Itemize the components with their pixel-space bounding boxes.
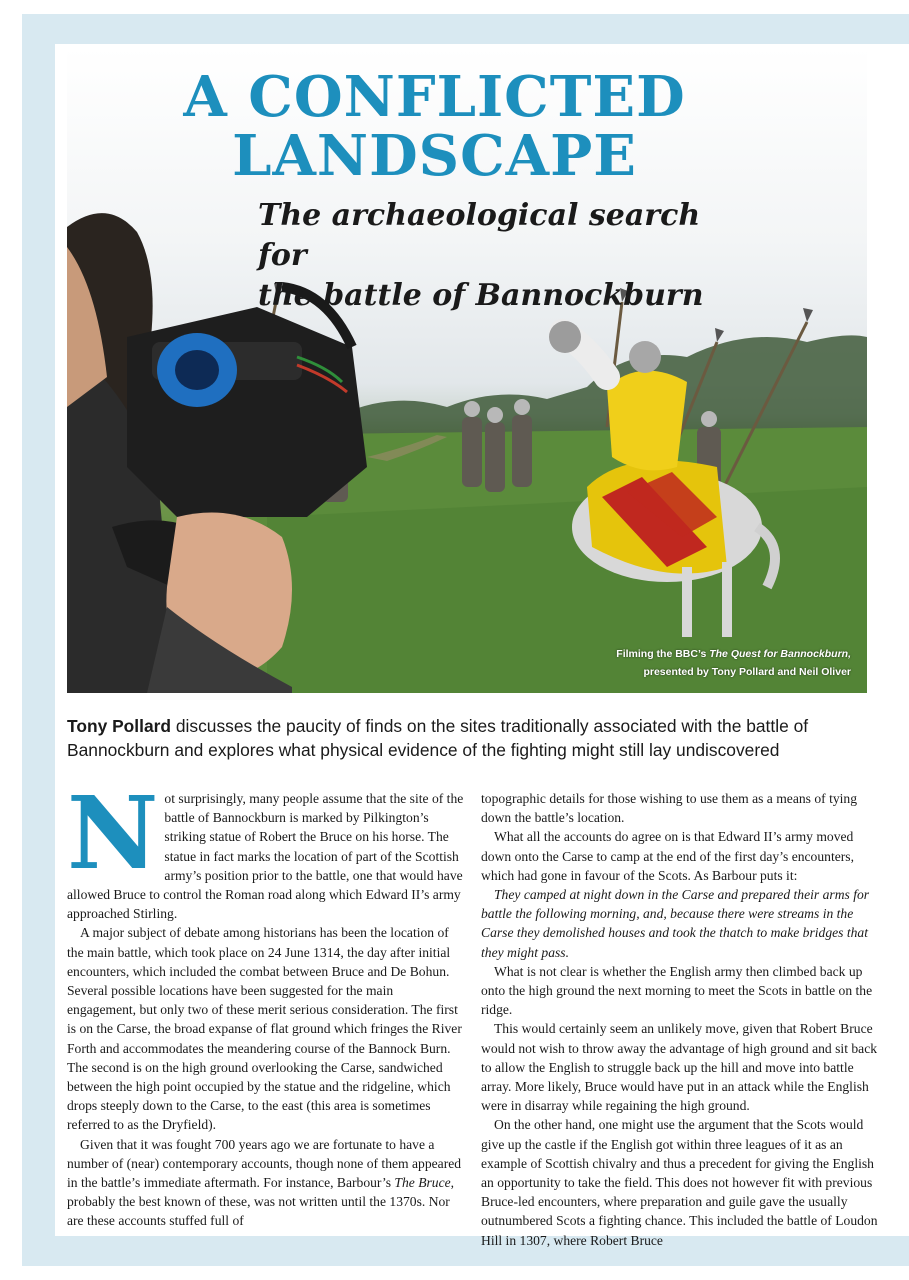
paragraph-1 xyxy=(67,774,465,923)
body-column-right xyxy=(481,789,879,1250)
headline-line-1: A CONFLICTED xyxy=(183,64,686,130)
paragraph-3-text-b: , probably the best known of these, was not written until the 1370s. Nor are these accounts stuffed full of xyxy=(67,1175,455,1229)
caption-prefix: Filming the BBC’s xyxy=(616,648,710,660)
caption-line-2: presented by Tony Pollard and Neil Oliver xyxy=(643,666,851,678)
paragraph-7: This would certainly seem an unlikely move, given that Robert Bruce would not wish to throw away the advantage of high ground and sit back to allow the English to struggle back up the hill and move into battle array. More likely, Bruce would have put in an attack while the English were in disarray while regaining the high ground. xyxy=(481,1021,878,1114)
paragraph-1-text: ot surprisingly, many people assume that the site of the battle of Bannockburn is marked by Pilkington’s striking statue of Robert the Bruce on his horse. The statue in fact marks the location of part of the Scottish army’s position prior to the battle, one that would have allowed Bruce to control the Roman road along which Edward II’s army approached Stirling. xyxy=(67,791,464,922)
standfirst xyxy=(67,714,877,762)
author-name: Tony Pollard xyxy=(67,716,172,736)
paragraph-5: What all the accounts do agree on is that Edward II’s army moved down onto the Carse to camp at the end of the first day’s encounters, which had gone in favour of the Scots. As Barbour puts it: xyxy=(481,829,854,883)
paragraph-6: What is not clear is whether the English army then climbed back up onto the high ground the next morning to meet the Scots in battle on the ridge. xyxy=(481,963,873,1018)
headline-line-2: LANDSCAPE xyxy=(232,123,637,189)
barbour-quotation: They camped at night down in the Carse and prepared their arms for battle the following morning, and, because there were streams in the Carse they demolished houses and took the thatch to make bridges that they might pass. xyxy=(481,887,870,960)
subheadline-line-2: the battle of Bannockburn xyxy=(258,278,704,313)
page-frame-top xyxy=(22,14,909,44)
subheadline-line-1: The archaeological search for xyxy=(258,198,701,273)
paragraph-3 xyxy=(67,1135,465,1231)
paragraph-3-text-a: Given that it was fought 700 years ago we are fortunate to have a number of (near) contemporary accounts, though none of them appeared in the battle’s immediate aftermath. For instance, Barbour’s xyxy=(67,1136,462,1191)
standfirst-text: discusses the paucity of finds on the sites traditionally associated with the battle of Bannockburn and explores what physical evidence of the fighting might still lay undiscovered xyxy=(67,716,809,760)
photo-caption xyxy=(591,645,851,681)
paragraph-4: topographic details for those wishing to use them as a means of tying down the battle’s location. xyxy=(481,791,858,826)
headline xyxy=(67,64,802,189)
body-column-left xyxy=(67,774,465,1231)
page-frame-left xyxy=(22,14,55,1266)
subheadline xyxy=(258,196,718,316)
caption-programme-title: The Quest for Bannockburn, xyxy=(709,648,851,660)
paragraph-2: A major subject of debate among historians has been the location of the main battle, which took place on 24 June 1314, the day after initial encounters, which included the combat between Bruce and De Bohun. Several possible locations have been suggested for the main engagement, but only two of these merit serious consideration. The first is on the Carse, the broad expanse of flat ground which fringes the River Forth and accommodates the meandering course of the Bannock Burn. The second is on the high ground overlooking the Carse, sandwiched between the high point occupied by the statue and the ridgeline, which drops steeply down to the Carse, to the east (this area is sometimes referred to as the Dryfield). xyxy=(67,925,462,1133)
paragraph-8: On the other hand, one might use the argument that the Scots would give up the castle if the English got within three leagues of it as an example of Scottish chivalry and thus a precedent for giving the English an opportunity to take the field. This does not however fit with previous Bruce-led encounters, where preparation and guile gave the usually outnumbered Scots a fighting chance. This included the battle of Loudon Hill in 1307, where Robert Bruce xyxy=(481,1117,878,1248)
book-title: The Bruce xyxy=(394,1175,451,1191)
drop-cap: N xyxy=(67,774,159,892)
